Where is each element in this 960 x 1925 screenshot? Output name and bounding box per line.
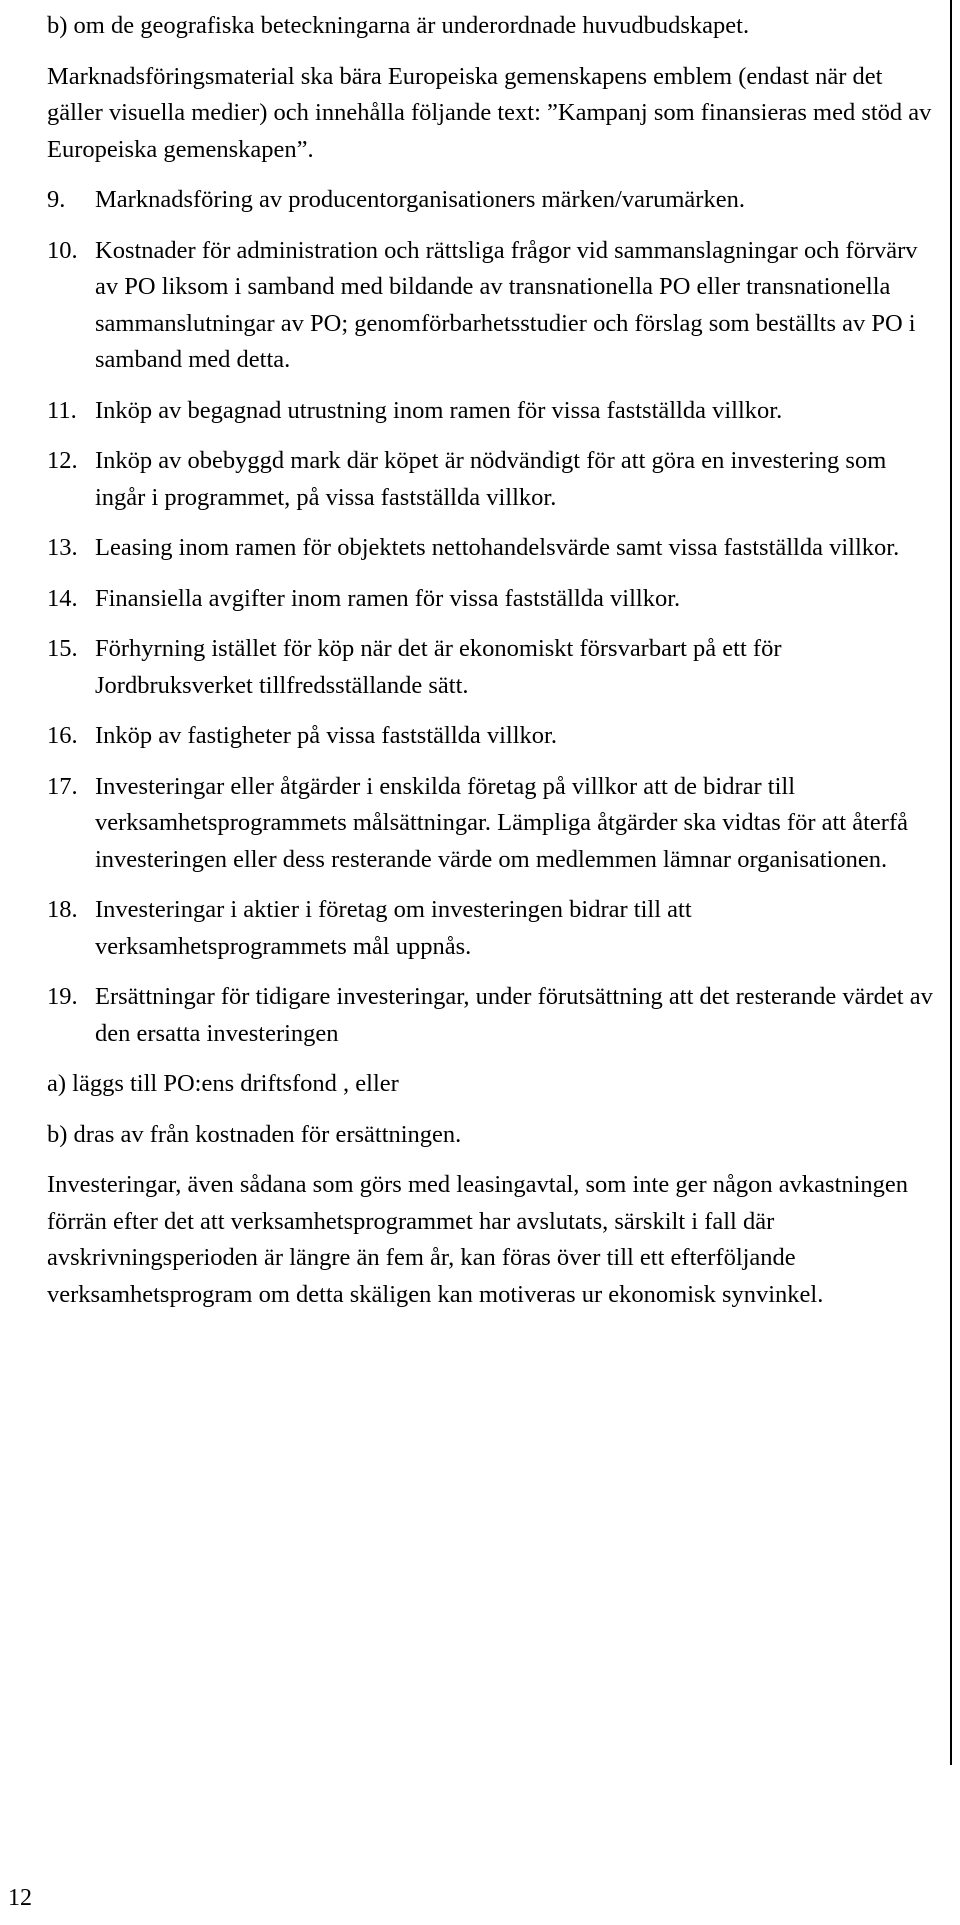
intro-line-b: b) om de geografiska beteckningarna är underordnade huvudbudskapet. [47,12,750,39]
item-text: Kostnader för administration och rättsliga frågor vid sammanslagningar och förvärv av PO liksom i samband med bildande av transnationella PO eller transnationella sammanslutningar av PO; genomförbarhetsstudier och förslag som beställts av PO i samband med detta. [95,236,918,373]
item-number: 15. [47,635,78,662]
item-number: 10. [47,236,78,264]
item-text: Leasing inom ramen för objektets nettohandelsvärde samt vissa fastställda villkor. [95,534,900,561]
page-number: 12 [8,1885,32,1911]
document-body [47,8,937,1327]
item-number: 11. [47,396,77,424]
item-number: 12. [47,447,78,474]
marketing-note: Marknadsföringsmaterial ska bära Europeiska gemenskapens emblem (endast när det gäller visuella medier) och innehålla följande text: ”Kampanj som finansieras med stöd av Europeiska gemenskapen”. [47,62,932,163]
item-text: Inköp av fastigheter på vissa fastställda villkor. [95,722,557,749]
list-item [47,233,937,379]
item-text: Marknadsföring av producentorganisationers märken/varumärken. [95,186,745,213]
list-item [47,443,937,516]
item-text: Finansiella avgifter inom ramen för vissa fastställda villkor. [95,584,681,612]
list-item [47,892,937,965]
item-text: Inköp av obebyggd mark där köpet är nödvändigt för att göra en investering som ingår i programmet, på vissa fastställda villkor. [95,447,887,511]
item-text: Inköp av begagnad utrustning inom ramen för vissa fastställda villkor. [95,396,783,424]
item-number: 19. [47,983,78,1010]
list-item [47,979,937,1052]
item-number: 17. [47,772,78,800]
item-number: 18. [47,896,78,923]
list-item [47,718,937,755]
item-number: 9. [47,186,66,213]
list-item [47,631,937,704]
sub-option-b: b) dras av från kostnaden för ersättningen. [47,1120,462,1148]
item-number: 13. [47,534,78,561]
list-item [47,581,937,618]
list-item [47,182,937,219]
list-item [47,769,937,879]
margin-rule [950,0,952,1765]
list-item [47,530,937,567]
item-number: 14. [47,584,78,612]
sub-option-a: a) läggs till PO:ens driftsfond , eller [47,1070,399,1097]
item-text: Ersättningar för tidigare investeringar, under förutsättning att det resterande värdet av den ersatta investeringen [95,983,933,1047]
item-text: Investeringar eller åtgärder i enskilda företag på villkor att de bidrar till verksamhetsprogrammets målsättningar. Lämpliga åtgärder ska vidtas för att återfå investeringen eller dess resterande värde om medlemmen lämnar organisationen. [95,772,908,873]
item-text: Förhyrning istället för köp när det är ekonomiskt försvarbart på ett för Jordbruksverket tillfredsställande sätt. [95,635,782,699]
item-text: Investeringar i aktier i företag om investeringen bidrar till att verksamhetsprogrammets mål uppnås. [95,896,692,960]
list-item [47,393,937,430]
closing-paragraph: Investeringar, även sådana som görs med leasingavtal, som inte ger någon avkastningen förrän efter det att verksamhetsprogrammet har avslutats, särskilt i fall där avskrivningsperioden är längre än fem år, kan föras över till ett efterföljande verksamhetsprogram om detta skäligen kan motiveras ur ekonomisk synvinkel. [47,1171,909,1308]
item-number: 16. [47,722,78,749]
